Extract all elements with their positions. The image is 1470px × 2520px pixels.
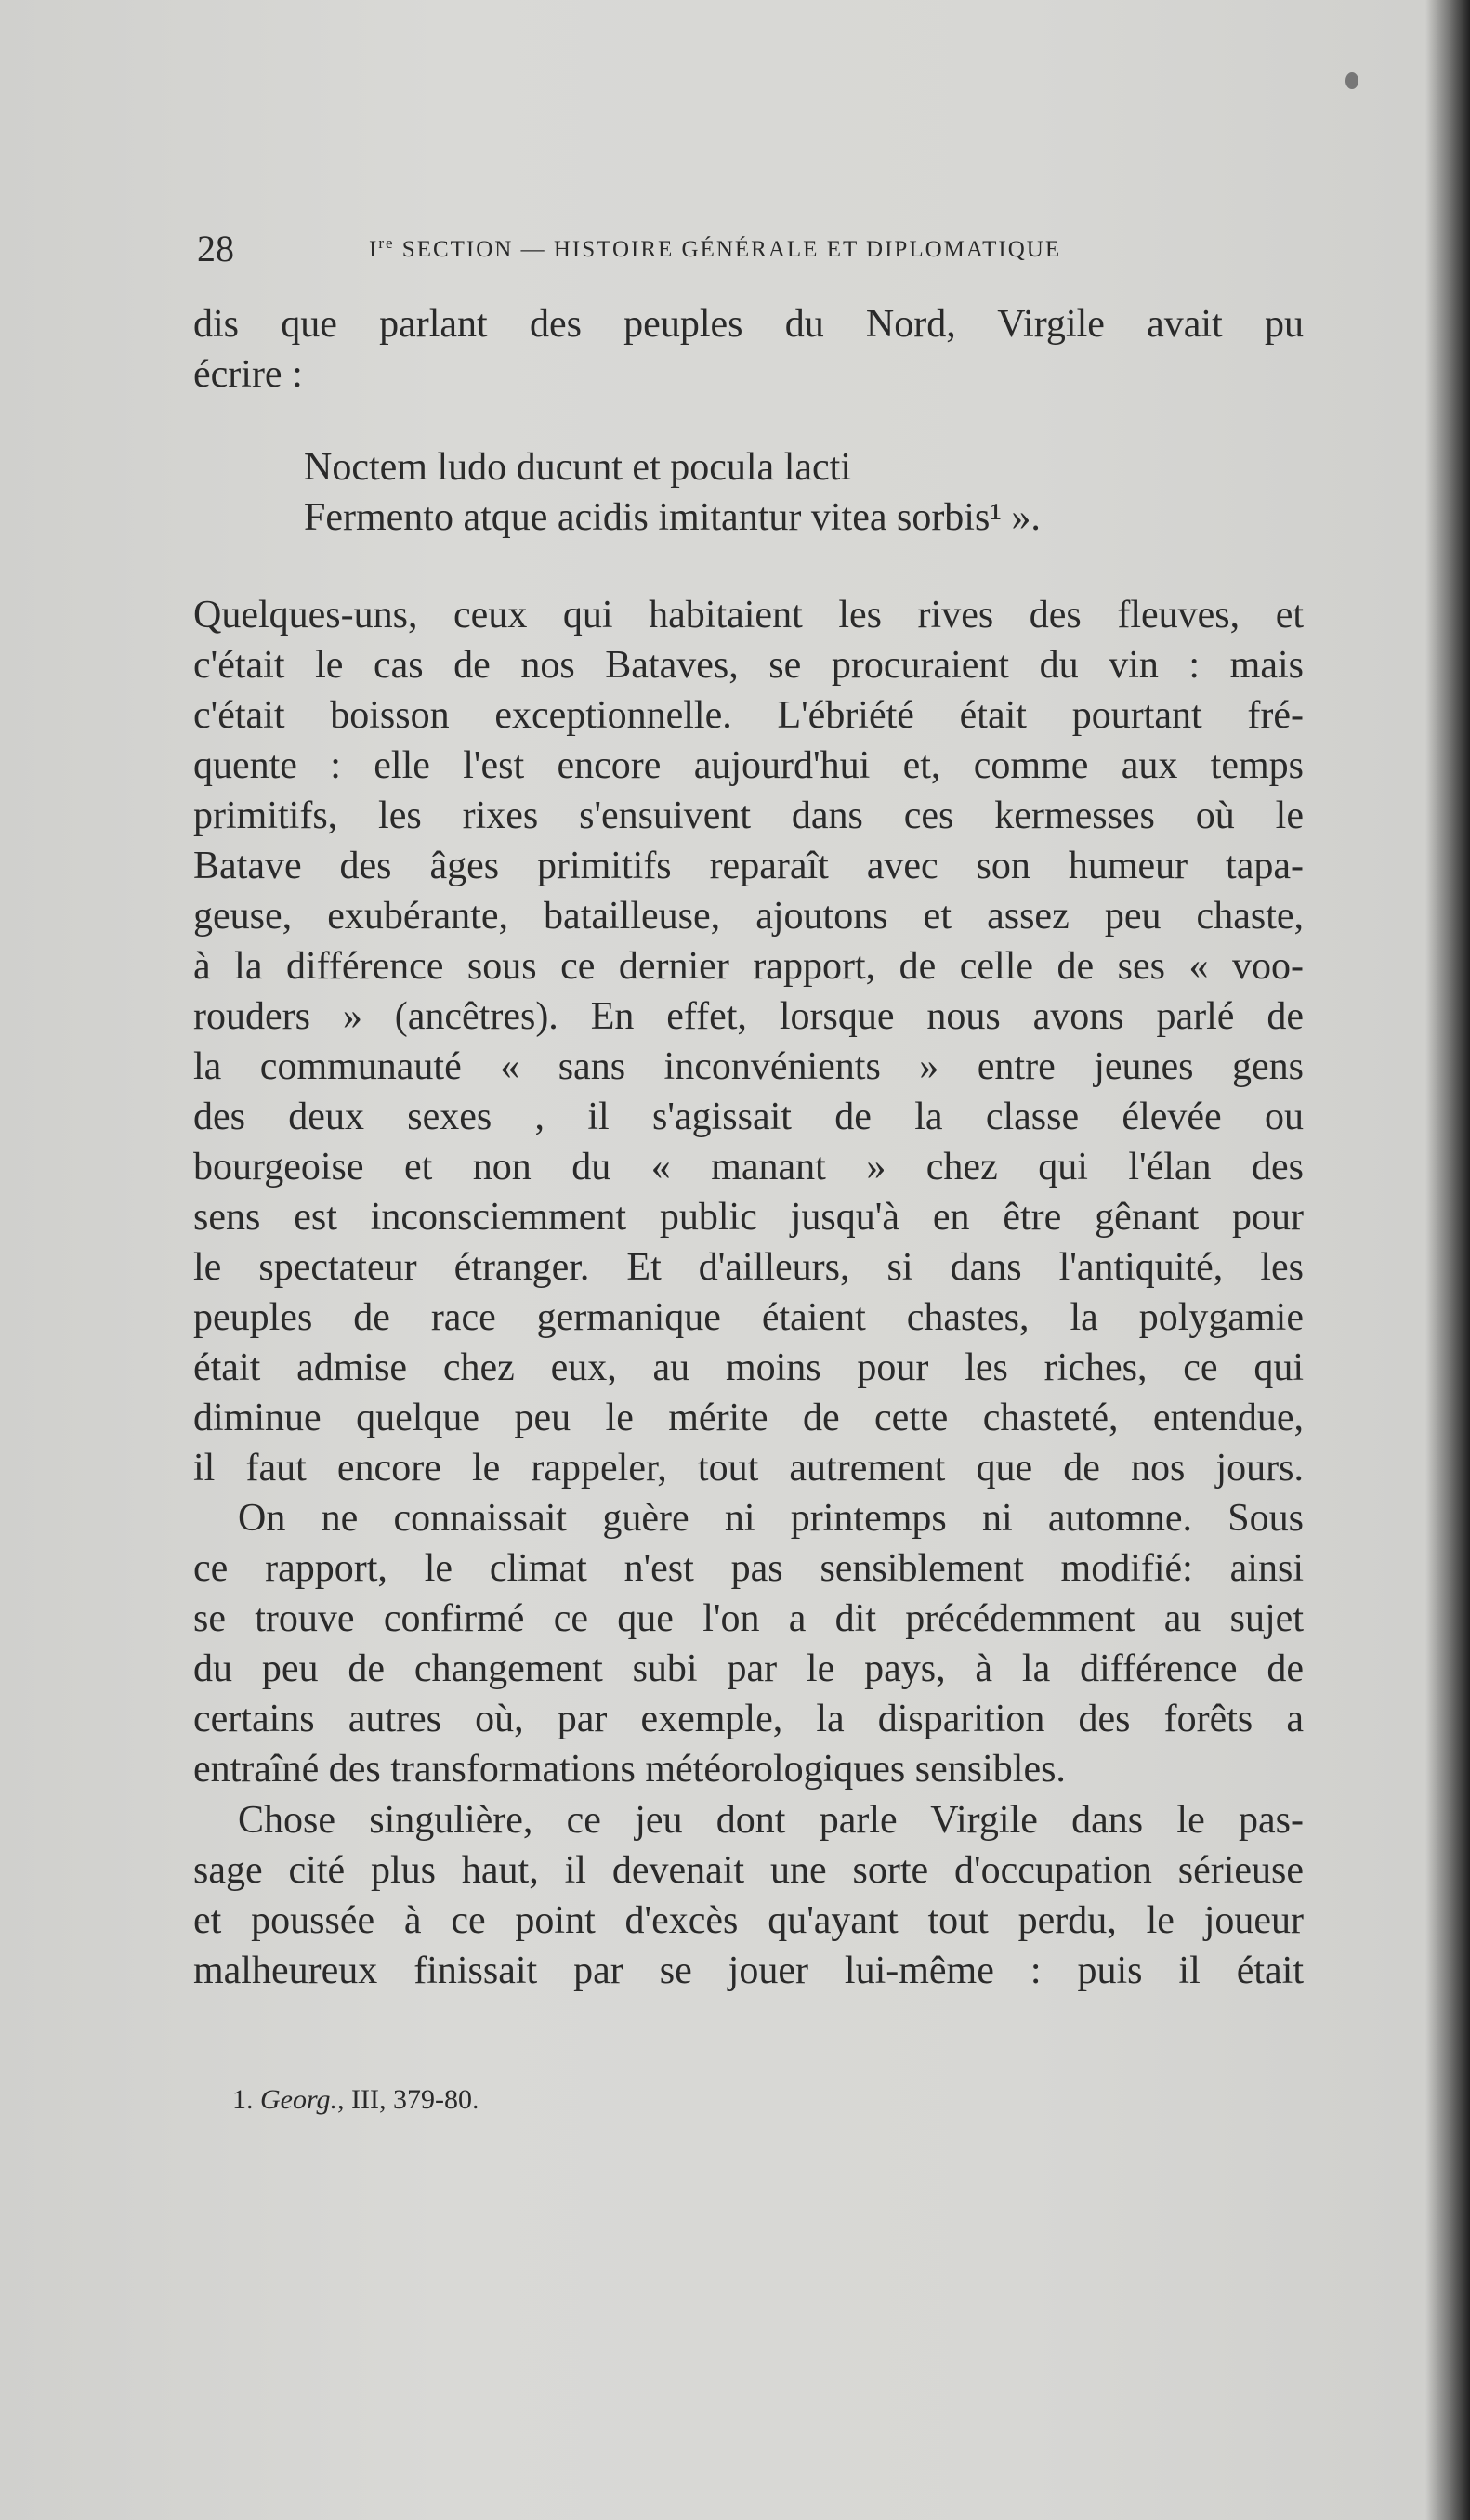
footnote-reference: , III, 379-80. bbox=[337, 2084, 479, 2115]
latin-verse bbox=[304, 442, 1289, 543]
paragraph-1 bbox=[193, 590, 1304, 1493]
text-line: certains autres où, par exemple, la disparition des forêts a bbox=[193, 1698, 1304, 1740]
page-speck bbox=[1345, 72, 1358, 89]
text-line: dis que parlant des peuples du Nord, Virgile avait pu bbox=[193, 303, 1304, 346]
text-line: primitifs, les rixes s'ensuivent dans ces kermesses où le bbox=[193, 794, 1304, 837]
footnote bbox=[232, 2084, 479, 2116]
text-line: se trouve confirmé ce que l'on a dit précédemment au sujet bbox=[193, 1597, 1304, 1640]
page-number: 28 bbox=[197, 228, 234, 269]
text-line: et poussée à ce point d'excès qu'ayant tout perdu, le joueur bbox=[193, 1899, 1304, 1942]
opening-text bbox=[193, 299, 1304, 400]
text-line: diminue quelque peu le mérite de cette chasteté, entendue, bbox=[193, 1397, 1304, 1439]
running-head-superscript: re bbox=[378, 234, 395, 252]
text-line: bourgeoise et non du « manant » chez qui l'élan des bbox=[193, 1146, 1304, 1188]
text-line: était admise chez eux, au moins pour les riches, ce qui bbox=[193, 1346, 1304, 1389]
text-line: ce rapport, le climat n'est pas sensiblement modifié: ainsi bbox=[193, 1547, 1304, 1590]
paragraph-3 bbox=[193, 1795, 1304, 1996]
text-line: malheureux finissait par se jouer lui-même : puis il était bbox=[193, 1949, 1304, 1992]
text-line: du peu de changement subi par le pays, à la différence de bbox=[193, 1647, 1304, 1690]
text-line: sage cité plus haut, il devenait une sorte d'occupation sérieuse bbox=[193, 1849, 1304, 1892]
text-line: il faut encore le rappeler, tout autrement que de nos jours. bbox=[193, 1447, 1304, 1490]
text-line: la communauté « sans inconvénients » entre jeunes gens bbox=[193, 1045, 1304, 1088]
text-line: c'était le cas de nos Bataves, se procuraient du vin : mais bbox=[193, 644, 1304, 687]
binding-shadow bbox=[1425, 0, 1470, 2520]
text-line: à la différence sous ce dernier rapport, de celle de ses « voo- bbox=[193, 945, 1304, 988]
verse-line: Noctem ludo ducunt et pocula lacti bbox=[304, 446, 851, 489]
text-line: Batave des âges primitifs reparaît avec son humeur tapa- bbox=[193, 845, 1304, 887]
paragraph-2 bbox=[193, 1493, 1304, 1794]
running-head-prefix: I bbox=[369, 237, 379, 262]
text-line: sens est inconsciemment public jusqu'à en être gênant pour bbox=[193, 1196, 1304, 1239]
text-line: On ne connaissait guère ni printemps ni automne. Sous bbox=[238, 1497, 1304, 1540]
text-line: Chose singulière, ce jeu dont parle Virgile dans le pas- bbox=[238, 1799, 1304, 1842]
text-line: rouders » (ancêtres). En effet, lorsque nous avons parlé de bbox=[193, 995, 1304, 1038]
text-line: c'était boisson exceptionnelle. L'ébriété était pourtant fré- bbox=[193, 694, 1304, 737]
text-line: quente : elle l'est encore aujourd'hui et, comme aux temps bbox=[193, 744, 1304, 787]
running-head bbox=[369, 234, 1061, 263]
text-line: le spectateur étranger. Et d'ailleurs, si dans l'antiquité, les bbox=[193, 1246, 1304, 1289]
text-line: des deux sexes , il s'agissait de la classe élevée ou bbox=[193, 1096, 1304, 1138]
page-header bbox=[197, 227, 1312, 273]
footnote-work: Georg. bbox=[260, 2084, 338, 2115]
text-line: geuse, exubérante, batailleuse, ajoutons et assez peu chaste, bbox=[193, 895, 1304, 938]
verse-line: Fermento atque acidis imitantur vitea sorbis¹ ». bbox=[304, 496, 1041, 539]
text-line: entraîné des transformations météorologiques sensibles. bbox=[193, 1748, 1066, 1791]
running-head-title: SECTION — HISTOIRE GÉNÉRALE ET DIPLOMATIQUE bbox=[394, 237, 1062, 262]
text-line: écrire : bbox=[193, 353, 303, 396]
footnote-number: 1. bbox=[232, 2084, 254, 2115]
text-line: peuples de race germanique étaient chastes, la polygamie bbox=[193, 1296, 1304, 1339]
text-line: Quelques-uns, ceux qui habitaient les rives des fleuves, et bbox=[193, 594, 1304, 637]
